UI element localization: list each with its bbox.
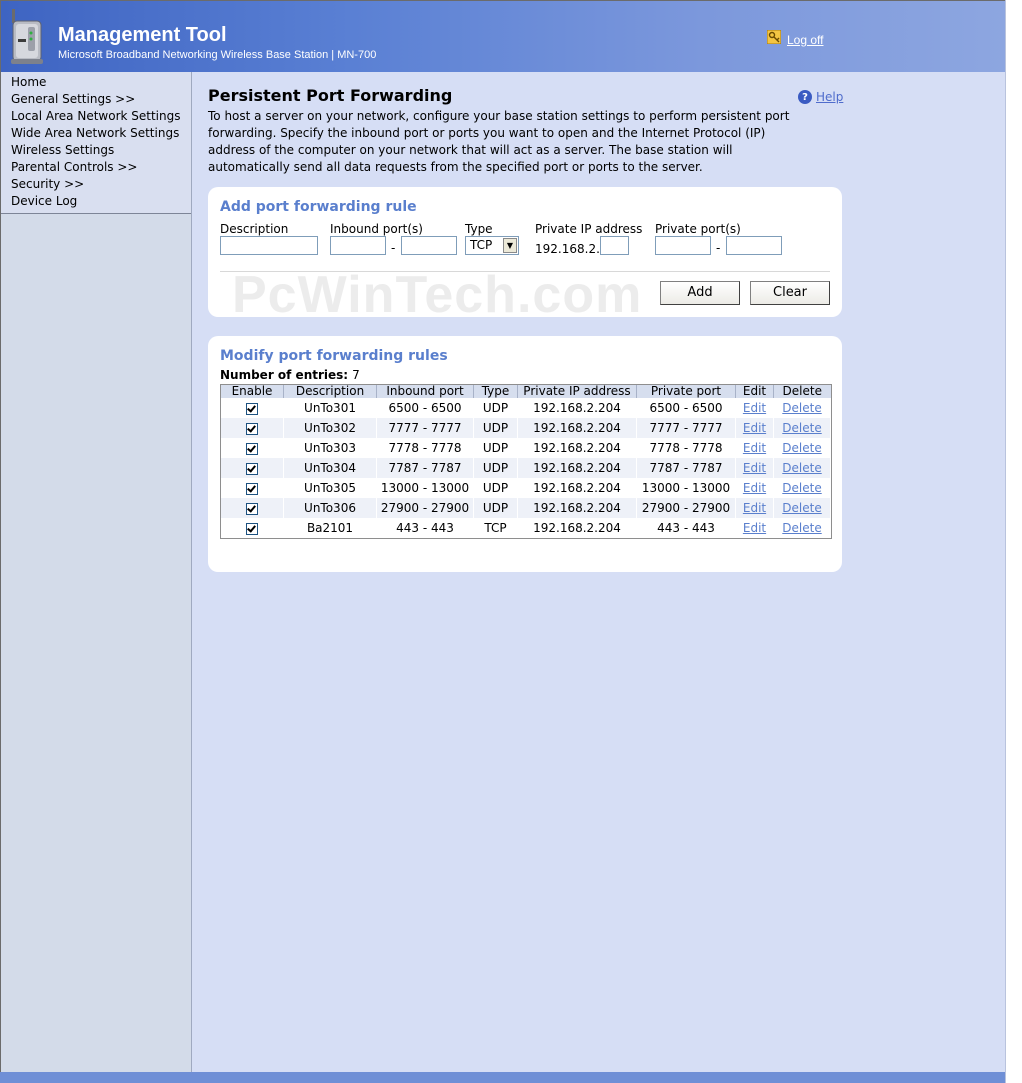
enable-checkbox-icon[interactable] [246, 403, 258, 415]
private-port-start-input[interactable] [655, 236, 711, 255]
cell-action [774, 458, 831, 478]
cell-action [774, 478, 831, 498]
rules-table [220, 384, 832, 539]
cell-enable[interactable] [221, 438, 284, 458]
delete-link[interactable]: Delete [782, 461, 822, 475]
cell-type: UDP [474, 458, 518, 478]
sidebar-item-device-log[interactable]: Device Log [11, 194, 78, 208]
table-row [221, 518, 831, 538]
help-control[interactable] [798, 90, 843, 104]
sidebar-item-general-settings[interactable]: General Settings >> [11, 92, 136, 106]
sidebar-item-wan-settings[interactable]: Wide Area Network Settings [11, 126, 180, 140]
type-label: Type [465, 222, 493, 236]
inbound-ports-label: Inbound port(s) [330, 222, 423, 236]
page-intro: To host a server on your network, configure your base station settings to perform persistent port forwarding. Specify the inbound port or ports you want to open and the Internet Protocol (IP) address of the computer on your network that will act as a server. The base station will automatically send all data requests from the specified port or ports to the server. [208, 109, 790, 174]
cell-inbound-port: 7787 - 7787 [377, 458, 474, 478]
cell-inbound-port: 6500 - 6500 [377, 398, 474, 418]
enable-checkbox-icon[interactable] [246, 523, 258, 535]
cell-description: UnTo301 [284, 398, 377, 418]
cell-inbound-port: 7777 - 7777 [377, 418, 474, 438]
cell-private-ip: 192.168.2.204 [518, 498, 637, 518]
edit-link[interactable]: Edit [742, 461, 767, 475]
private-port-end-input[interactable] [726, 236, 782, 255]
add-rule-panel [208, 187, 842, 324]
type-select[interactable] [465, 236, 519, 255]
modify-rules-panel [208, 336, 842, 572]
cell-action [736, 398, 774, 418]
cell-type: UDP [474, 418, 518, 438]
cell-type: UDP [474, 478, 518, 498]
table-row [221, 458, 831, 478]
page-title: Persistent Port Forwarding [208, 86, 453, 105]
cell-description: Ba2101 [284, 518, 377, 538]
enable-checkbox-icon[interactable] [246, 423, 258, 435]
enable-checkbox-icon[interactable] [246, 463, 258, 475]
cell-action [736, 458, 774, 478]
table-row [221, 438, 831, 458]
sidebar-item-lan-settings[interactable]: Local Area Network Settings [11, 109, 181, 123]
table-row [221, 398, 831, 418]
inbound-port-end-input[interactable] [401, 236, 457, 255]
cell-private-ip: 192.168.2.204 [518, 418, 637, 438]
edit-link[interactable]: Edit [742, 521, 767, 535]
app-title: Management Tool [58, 24, 227, 46]
cell-type: UDP [474, 398, 518, 418]
col-delete: Delete [774, 385, 831, 398]
col-description: Description [284, 385, 377, 398]
cell-private-port: 7777 - 7777 [637, 418, 736, 438]
cell-action [736, 498, 774, 518]
cell-type: TCP [474, 518, 518, 538]
table-row [221, 478, 831, 498]
chevron-down-icon[interactable]: ▼ [503, 238, 517, 253]
col-enable: Enable [221, 385, 284, 398]
footer-bar [0, 1072, 1005, 1083]
cell-inbound-port: 443 - 443 [377, 518, 474, 538]
add-button[interactable]: Add [660, 281, 740, 305]
logoff-link[interactable]: Log off [787, 33, 824, 47]
entries-label: Number of entries: [220, 368, 349, 382]
cell-private-port: 13000 - 13000 [637, 478, 736, 498]
key-icon [767, 30, 781, 44]
window-edge [1006, 0, 1022, 1083]
delete-link[interactable]: Delete [782, 521, 822, 535]
table-row [221, 418, 831, 438]
entries-count [220, 368, 360, 382]
cell-inbound-port: 7778 - 7778 [377, 438, 474, 458]
cell-private-port: 7778 - 7778 [637, 438, 736, 458]
edit-link[interactable]: Edit [742, 501, 767, 515]
app-subtitle: Microsoft Broadband Networking Wireless Base Station | MN-700 [58, 49, 377, 61]
logoff-control[interactable] [767, 27, 823, 47]
cell-action [774, 398, 831, 418]
enable-checkbox-icon[interactable] [246, 503, 258, 515]
add-rule-title: Add port forwarding rule [220, 199, 417, 215]
cell-private-port: 6500 - 6500 [637, 398, 736, 418]
inbound-port-dash: - [391, 241, 396, 255]
cell-private-ip: 192.168.2.204 [518, 458, 637, 478]
delete-link[interactable]: Delete [782, 501, 822, 515]
col-private-ip: Private IP address [518, 385, 637, 398]
edit-link[interactable]: Edit [742, 441, 767, 455]
edit-link[interactable]: Edit [742, 401, 767, 415]
cell-inbound-port: 27900 - 27900 [377, 498, 474, 518]
cell-description: UnTo304 [284, 458, 377, 478]
sidebar-item-home[interactable]: Home [11, 75, 47, 89]
cell-private-ip: 192.168.2.204 [518, 398, 637, 418]
cell-type: UDP [474, 438, 518, 458]
sidebar-menu [1, 72, 191, 214]
cell-private-port: 443 - 443 [637, 518, 736, 538]
cell-private-ip: 192.168.2.204 [518, 438, 637, 458]
cell-private-ip: 192.168.2.204 [518, 518, 637, 538]
description-label: Description [220, 222, 289, 236]
col-edit: Edit [736, 385, 774, 398]
edit-link[interactable]: Edit [742, 481, 767, 495]
type-select-value: TCP [470, 238, 493, 252]
help-link[interactable]: Help [816, 90, 844, 104]
delete-link[interactable]: Delete [782, 421, 822, 435]
cell-description: UnTo305 [284, 478, 377, 498]
cell-enable[interactable] [221, 458, 284, 478]
modify-rules-title: Modify port forwarding rules [220, 348, 448, 364]
sidebar [0, 72, 192, 1072]
cell-description: UnTo306 [284, 498, 377, 518]
main-content [208, 86, 848, 535]
enable-checkbox-icon[interactable] [246, 443, 258, 455]
cell-private-ip: 192.168.2.204 [518, 478, 637, 498]
private-ip-label: Private IP address [535, 222, 643, 236]
private-port-dash: - [716, 241, 721, 255]
entries-value: 7 [352, 368, 360, 382]
cell-inbound-port: 13000 - 13000 [377, 478, 474, 498]
watermark: PcWinTech.com [232, 266, 643, 324]
help-icon[interactable]: ? [798, 90, 812, 104]
cell-enable[interactable] [221, 398, 284, 418]
col-private-port: Private port [637, 385, 736, 398]
enable-checkbox-icon[interactable] [246, 483, 258, 495]
cell-type: UDP [474, 498, 518, 518]
router-icon [9, 9, 47, 65]
delete-link[interactable]: Delete [782, 481, 822, 495]
cell-description: UnTo302 [284, 418, 377, 438]
delete-link[interactable]: Delete [782, 441, 822, 455]
ip-prefix: 192.168.2. [535, 242, 600, 256]
cell-action [736, 418, 774, 438]
cell-action [736, 478, 774, 498]
col-inbound-port: Inbound port [377, 385, 474, 398]
table-header [221, 385, 831, 398]
cell-action [774, 498, 831, 518]
cell-private-port: 27900 - 27900 [637, 498, 736, 518]
inbound-port-start-input[interactable] [330, 236, 386, 255]
cell-action [774, 438, 831, 458]
clear-button[interactable]: Clear [750, 281, 830, 305]
sidebar-item-security[interactable]: Security >> [11, 177, 85, 191]
col-type: Type [474, 385, 518, 398]
cell-description: UnTo303 [284, 438, 377, 458]
app-header [0, 0, 1005, 72]
cell-action [774, 518, 831, 538]
private-ports-label: Private port(s) [655, 222, 741, 236]
sidebar-item-parental-controls[interactable]: Parental Controls >> [11, 160, 138, 174]
cell-enable[interactable] [221, 478, 284, 498]
cell-action [736, 438, 774, 458]
cell-enable[interactable] [221, 518, 284, 538]
table-row [221, 498, 831, 518]
cell-action [736, 518, 774, 538]
delete-link[interactable]: Delete [782, 401, 822, 415]
cell-enable[interactable] [221, 418, 284, 438]
cell-enable[interactable] [221, 498, 284, 518]
cell-private-port: 7787 - 7787 [637, 458, 736, 478]
edit-link[interactable]: Edit [742, 421, 767, 435]
divider [220, 271, 830, 272]
cell-action [774, 418, 831, 438]
private-ip-last-octet-input[interactable] [600, 236, 629, 255]
sidebar-item-wireless-settings[interactable]: Wireless Settings [11, 143, 115, 157]
description-input[interactable] [220, 236, 318, 255]
